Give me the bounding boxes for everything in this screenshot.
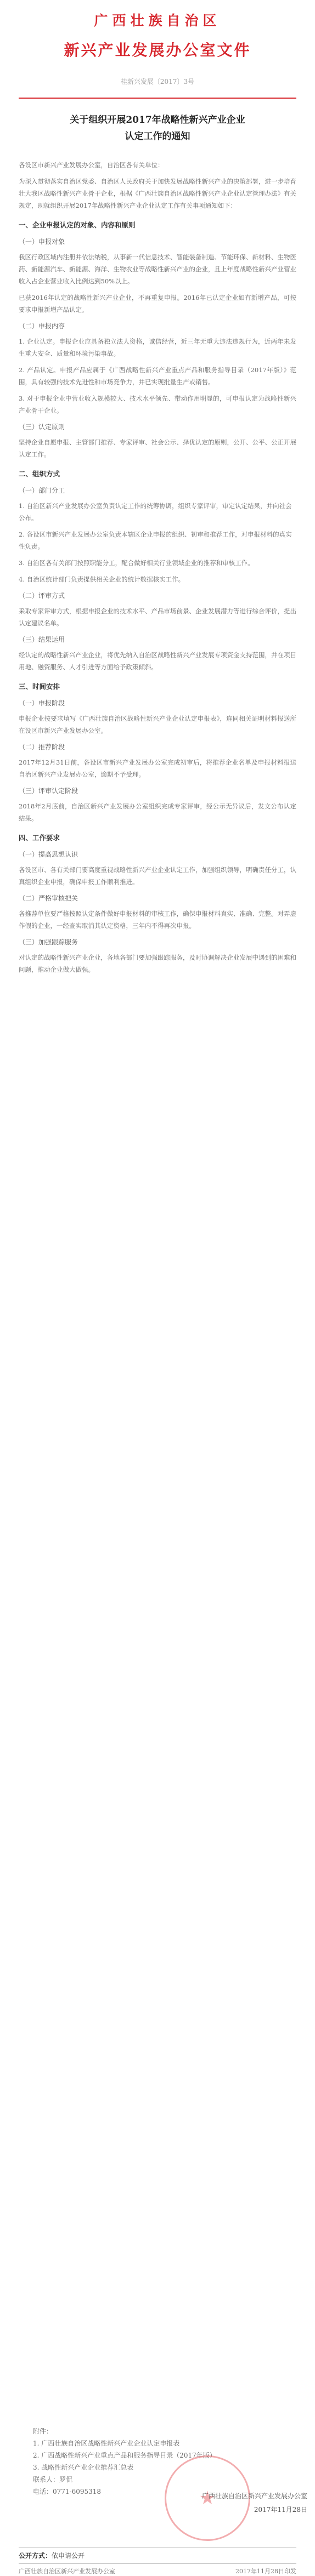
- body-paragraph: 各设区市、各有关部门要高度重视战略性新兴产业企业认定工作，加强组织领导，明确责任分工，认真组织企业申报，确保申报工作顺利推进。: [19, 866, 296, 886]
- body-paragraph: 4. 自治区统计部门负责提供相关企业的统计数据核实工作。: [19, 575, 185, 583]
- footer-rule-top: [19, 2547, 296, 2548]
- notice-title-line-1: 关于组织开展2017年战略性新兴产业企业: [70, 115, 245, 126]
- body-paragraph: 2018年2月底前，自治区新兴产业发展办公室组织完成专家评审，经公示无异议后，发文公布认定结果。: [19, 802, 296, 822]
- attachment-item: 1. 广西壮族自治区战略性新兴产业企业认定申报表: [33, 2440, 180, 2447]
- attachments-label: 附件：: [33, 2427, 53, 2435]
- body-paragraph: 对认定的战略性新兴产业企业，各地各部门要加强跟踪服务，及时协调解决企业发展中遇到的困难和问题，推动企业做大做强。: [19, 954, 296, 973]
- signature-date: 2017年11月28日: [254, 2506, 307, 2514]
- signature-name: 广西壮族自治区新兴产业发展办公室: [201, 2492, 307, 2500]
- section-heading: 一、企业申报认定的对象、内容和原则: [19, 221, 136, 229]
- section-subheading: （二）申报内容: [19, 322, 65, 330]
- disclosure-label: 公开方式：: [19, 2552, 52, 2560]
- body-paragraph: 为深入贯彻落实自治区党委、自治区人民政府关于加快发展战略性新兴产业的决策部署，进一步培育壮大我区战略性新兴产业骨干企业，根据《广西壮族自治区战略性新兴产业企业认定管理办法》有关规定，现就组织开展2017年战略性新兴产业企业认定工作有关事项通知如下：: [19, 178, 296, 209]
- body-paragraph: 1. 自治区新兴产业发展办公室负责认定工作的统筹协调，组织专家评审，审定认定结果，并向社会公布。: [19, 502, 292, 522]
- contact-person-name: 罗侃: [59, 2476, 73, 2483]
- disclosure-line: [19, 2551, 85, 2560]
- body-paragraph: 我区行政区域内注册并依法纳税，从事新一代信息技术、智能装备制造、节能环保、新材料、生物医药、新能源汽车、新能源、海洋、生物农业等战略性新兴产业的企业，且上年度战略性新兴产业营业收入占企业营业收入比例达到50%以上。: [19, 253, 296, 285]
- disclosure-value: 依申请公开: [52, 2552, 85, 2560]
- body-paragraph: 各设区市新兴产业发展办公室，自治区各有关单位：: [19, 161, 164, 169]
- notice-body: [19, 159, 296, 980]
- body-paragraph: 各推荐单位要严格按照认定条件做好申报材料的审核工作，确保申报材料真实、准确、完整。对弄虚作假的企业，一经查实取消其认定资格，三年内不得再次申报。: [19, 910, 296, 930]
- section-subheading: （三）认定原则: [19, 423, 65, 431]
- body-paragraph: 坚持企业自愿申报、主管部门推荐、专家评审、社会公示、择优认定的原则，公开、公平、公正开展认定工作。: [19, 438, 296, 458]
- footer-rule-bottom: [19, 2563, 296, 2564]
- contact-person-label: 联系人：: [33, 2476, 60, 2483]
- body-paragraph: 2017年12月31日前，各设区市新兴产业发展办公室完成初审后，将推荐企业名单及申报材料报送自治区新兴产业发展办公室，逾期不予受理。: [19, 759, 296, 778]
- section-subheading: （三）结果运用: [19, 636, 65, 643]
- section-subheading: （二）推荐阶段: [19, 743, 65, 751]
- section-subheading: （一）申报阶段: [19, 699, 65, 707]
- section-subheading: （二）严格审核把关: [19, 894, 78, 902]
- body-paragraph: 3. 对于申报企业中营业收入规模较大、技术水平领先、带动作用明显的，可申报认定为战略性新兴产业骨干企业。: [19, 395, 296, 414]
- seal-star-icon: ★: [199, 2487, 216, 2509]
- body-paragraph: 已获2016年认定的战略性新兴产业企业，不再重复申报。2016年已认定企业如有新增产品，可按要求申报新增产品认定。: [19, 294, 296, 314]
- body-paragraph: 2. 各设区市新兴产业发展办公室负责本辖区企业申报的组织、初审和推荐工作，对申报材料的真实性负责。: [19, 531, 292, 550]
- attachment-item: 3. 战略性新兴产业企业推荐汇总表: [33, 2464, 134, 2471]
- body-paragraph: 3. 自治区各有关部门按照职能分工，配合做好相关行业领域企业的推荐和审核工作。: [19, 559, 254, 567]
- body-paragraph: 经认定的战略性新兴产业企业，将优先纳入自治区战略性新兴产业发展专项资金支持范围，并在项目用地、融资服务、人才引进等方面给予政策倾斜。: [19, 651, 296, 671]
- office-doc-title: 新兴产业发展办公室文件: [64, 41, 251, 59]
- section-subheading: （一）提高思想认识: [19, 851, 78, 858]
- contact-phone-label: 电话：: [33, 2488, 53, 2495]
- document-number: 桂新兴发展〔2017〕3号: [120, 78, 195, 86]
- section-subheading: （二）评审方式: [19, 592, 65, 600]
- section-subheading: （三）评审认定阶段: [19, 787, 78, 795]
- section-subheading: （一）申报对象: [19, 238, 65, 246]
- contact-phone-number: 0771-6095318: [53, 2488, 102, 2495]
- body-paragraph: 申报企业按要求填写《广西壮族自治区战略性新兴产业企业认定申报表》，连同相关证明材料报送所在设区市新兴产业发展办公室。: [19, 715, 296, 734]
- region-name: 广西壮族自治区: [94, 13, 221, 29]
- body-paragraph: 1. 企业认定。申报企业应具备独立法人资格，诚信经营，近三年无重大违法违规行为，近两年未发生重大安全、质量和环境污染事故。: [19, 338, 296, 357]
- section-heading: 三、时间安排: [19, 682, 60, 691]
- body-paragraph: 采取专家评审方式，根据申报企业的技术水平、产品市场前景、企业发展潜力等进行综合评价，提出认定建议名单。: [19, 607, 296, 627]
- section-subheading: （一）部门分工: [19, 487, 65, 494]
- section-heading: 二、组织方式: [19, 470, 60, 478]
- section-heading: 四、工作要求: [19, 834, 60, 842]
- attachment-item: 2. 广西战略性新兴产业重点产品和服务指导目录（2017年版）: [33, 2452, 216, 2459]
- footer-issuer: 广西壮族自治区新兴产业发展办公室: [19, 2568, 115, 2575]
- body-paragraph: 2. 产品认定。申报产品应属于《广西战略性新兴产业重点产品和服务指导目录（2017年版）》范围，具有较强的技术先进性和市场竞争力，并已实现批量生产或销售。: [19, 366, 296, 386]
- red-separator-rule: [19, 98, 296, 99]
- section-subheading: （三）加强跟踪服务: [19, 938, 78, 946]
- notice-title-line-2: 认定工作的通知: [125, 131, 190, 142]
- footer-issue-date: 2017年11月28日印发: [235, 2568, 296, 2575]
